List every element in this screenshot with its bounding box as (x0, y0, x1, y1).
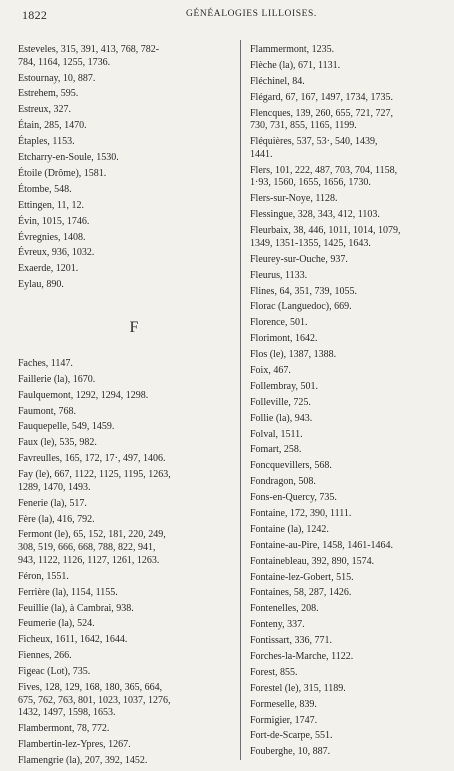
index-entry (250, 730, 454, 743)
index-entry (18, 618, 230, 631)
index-entry-line: Ettingen, 11, 12. (18, 199, 85, 211)
index-entry-line: 1441. (250, 148, 273, 160)
index-entry-line: Estreux, 327. (18, 104, 72, 116)
index-entry-line: Fiennes, 266. (18, 650, 72, 662)
index-entry-line: Fleurey-sur-Ouche, 937. (250, 253, 348, 265)
index-entry (18, 358, 230, 371)
index-entry (250, 165, 454, 190)
index-entry (18, 469, 230, 494)
index-entry (18, 279, 230, 292)
index-entry (18, 232, 230, 245)
left-column (18, 44, 230, 771)
index-entry-line: Feumerie (la), 524. (18, 618, 95, 630)
index-entry (18, 603, 230, 616)
index-entry (18, 406, 230, 419)
index-entry-line: Flos (le), 1387, 1388. (250, 349, 337, 361)
index-entry (250, 460, 454, 473)
index-entry (250, 365, 454, 378)
index-entry (250, 540, 454, 553)
index-entry (250, 444, 454, 457)
index-entry (18, 755, 230, 768)
index-entry-line: 1289, 1470, 1493. (18, 481, 91, 493)
index-entry (18, 437, 230, 450)
index-entry (250, 60, 454, 73)
index-entry (250, 44, 454, 57)
index-entry-line: Forest, 855. (250, 666, 298, 678)
index-entry-line: Fondragon, 508. (250, 476, 316, 488)
index-entry-line: Flines, 64, 351, 739, 1055. (250, 285, 357, 297)
index-entry (18, 88, 230, 101)
index-entry-line: Fontenelles, 208. (250, 603, 319, 615)
index-entry-line: Évin, 1015, 1746. (18, 215, 90, 227)
index-entry-line: Estrehem, 595. (18, 88, 79, 100)
index-entry (250, 397, 454, 410)
index-entry (18, 216, 230, 229)
index-entry-line: 1349, 1351-1355, 1425, 1643. (250, 237, 371, 249)
page-header (0, 8, 454, 24)
index-entry-line: Ficheux, 1611, 1642, 1644. (18, 634, 128, 646)
index-entry-line: Follembray, 501. (250, 380, 318, 392)
index-entry (250, 413, 454, 426)
index-entry-line: Flers, 101, 222, 487, 703, 704, 1158, (250, 164, 398, 176)
index-entry (250, 76, 454, 89)
index-entry (250, 254, 454, 267)
index-entry-line: Fonteny, 337. (250, 619, 305, 631)
index-entry-line: Flers-sur-Noye, 1128. (250, 193, 338, 205)
index-entry-line: Ferrière (la), 1154, 1155. (18, 586, 118, 598)
index-entry (250, 587, 454, 600)
index-entry-line: Faulquemont, 1292, 1294, 1298. (18, 389, 149, 401)
index-entry-line: Flencques, 139, 260, 655, 721, 727, (250, 107, 394, 119)
index-entry-line: 784, 1164, 1255, 1736. (18, 56, 111, 68)
index-entry-line: Étain, 285, 1470. (18, 120, 87, 132)
index-entry (18, 421, 230, 434)
index-entry-line: Évreux, 936, 1032. (18, 247, 95, 259)
index-entry (18, 136, 230, 149)
index-entry (250, 429, 454, 442)
index-entry (18, 587, 230, 600)
index-entry (250, 108, 454, 133)
index-entry-line: Flamengrie (la), 207, 392, 1452. (18, 755, 148, 767)
index-entry-line: Faches, 1147. (18, 357, 73, 369)
index-entry-line: Folval, 1511. (250, 428, 303, 440)
index-entry-line: Flégard, 67, 167, 1497, 1734, 1735. (250, 91, 394, 103)
index-entry-line: 730, 731, 855, 1165, 1199. (250, 120, 357, 132)
index-entry (250, 508, 454, 521)
index-entry-line: Fléquières, 537, 53·, 540, 1439, (250, 136, 378, 148)
index-entry (250, 286, 454, 299)
index-entry (18, 723, 230, 736)
index-entry (18, 666, 230, 679)
index-entry (18, 184, 230, 197)
index-entry-line: Exaerde, 1201. (18, 263, 79, 275)
index-entry (250, 209, 454, 222)
index-entry-line: Fontissart, 336, 771. (250, 635, 332, 647)
index-entry-line: Flessingue, 328, 343, 412, 1103. (250, 209, 380, 221)
index-entry-line: Fleurbaix, 38, 446, 1011, 1014, 1079, (250, 225, 401, 237)
index-entry-line: Follie (la), 943. (250, 412, 313, 424)
index-entry (250, 556, 454, 569)
index-entry (250, 301, 454, 314)
index-entry-line: Foncquevillers, 568. (250, 460, 332, 472)
index-entry-line: Fouberghe, 10, 887. (250, 746, 331, 758)
index-entry-line: Folleville, 725. (250, 396, 311, 408)
index-entry-line: Féron, 1551. (18, 570, 69, 582)
right-column (250, 44, 454, 762)
index-entry-line: Flèche (la), 671, 1131. (250, 59, 341, 71)
index-entry (250, 381, 454, 394)
index-entry-line: Florimont, 1642. (250, 333, 318, 345)
column-divider (240, 40, 241, 760)
index-entry (250, 572, 454, 585)
index-entry-line: Étombe, 548. (18, 183, 72, 195)
index-entry (18, 390, 230, 403)
index-entry (250, 635, 454, 648)
index-entry-line: 943, 1122, 1126, 1127, 1261, 1263. (18, 554, 160, 566)
index-entry (18, 739, 230, 752)
index-entry (250, 92, 454, 105)
index-entry-line: Fomart, 258. (250, 444, 302, 456)
page-number: 1822 (22, 8, 48, 22)
index-entry (250, 683, 454, 696)
index-entry-line: Fenerie (la), 517. (18, 497, 87, 509)
index-entry (18, 263, 230, 276)
index-entry-line: 675, 762, 763, 801, 1023, 1037, 1276, (18, 694, 171, 706)
index-entry-line: Fontaines, 58, 287, 1426. (250, 587, 352, 599)
index-entry-line: Fontaine-au-Pire, 1458, 1461-1464. (250, 539, 394, 551)
index-entry-line: Fontainebleau, 392, 890, 1574. (250, 555, 375, 567)
index-entry (18, 529, 230, 567)
index-entry (18, 104, 230, 117)
index-entry-line: Faumont, 768. (18, 405, 77, 417)
running-title: GÉNÉALOGIES LILLOISES. (186, 9, 317, 19)
index-entry-line: Fermont (le), 65, 152, 181, 220, 249, (18, 529, 166, 541)
index-entry (250, 225, 454, 250)
index-entry-line: Fontaine (la), 1242. (250, 523, 329, 535)
index-entry-line: Foix, 467. (250, 364, 291, 376)
index-entry (18, 152, 230, 165)
index-entry (18, 73, 230, 86)
index-entry (18, 498, 230, 511)
index-entry-line: Forestel (le), 315, 1189. (250, 682, 346, 694)
index-entry (18, 374, 230, 387)
index-entry-line: Faux (le), 535, 982. (18, 437, 97, 449)
index-entry-line: Florac (Languedoc), 669. (250, 301, 352, 313)
index-entry (18, 682, 230, 720)
index-entry-line: Fontaine, 172, 390, 1111. (250, 507, 352, 519)
index-entry (250, 136, 454, 161)
index-entry (250, 193, 454, 206)
index-entry (18, 247, 230, 260)
entries-letter-f (18, 358, 230, 768)
index-entry (250, 270, 454, 283)
index-entry-line: Étaples, 1153. (18, 136, 75, 148)
index-entry-line: Figeac (Lot), 735. (18, 666, 91, 678)
index-entry (250, 524, 454, 537)
index-entry-line: Formeselle, 839. (250, 698, 317, 710)
index-entry-line: Estournay, 10, 887. (18, 72, 96, 84)
index-entry-line: Fives, 128, 129, 168, 180, 365, 664, (18, 682, 163, 694)
index-entry-line: Fons-en-Quercy, 735. (250, 492, 337, 504)
index-entry (250, 667, 454, 680)
index-entry (250, 317, 454, 330)
index-entry-line: Florence, 501. (250, 317, 308, 329)
index-entry-line: Feuillie (la), à Cambrai, 938. (18, 602, 134, 614)
index-entry (250, 746, 454, 759)
index-entry (18, 514, 230, 527)
entries-right (250, 44, 454, 759)
index-entry (250, 349, 454, 362)
index-entry-line: Fontaine-lez-Gobert, 515. (250, 571, 354, 583)
index-entry-line: 308, 519, 666, 668, 788, 822, 941, (18, 542, 156, 554)
index-entry (250, 699, 454, 712)
index-entry (18, 453, 230, 466)
index-entry-line: Fleurus, 1133. (250, 269, 308, 281)
index-entry-line: Formigier, 1747. (250, 714, 318, 726)
index-entry-line: Fort-de-Scarpe, 551. (250, 730, 333, 742)
index-entry-line: Flambermont, 78, 772. (18, 723, 110, 735)
index-entry-line: Fay (le), 667, 1122, 1125, 1195, 1263, (18, 469, 171, 481)
index-entry (250, 492, 454, 505)
index-entry (18, 168, 230, 181)
index-entry-line: Fléchinel, 84. (250, 75, 305, 87)
index-entry-line: 1·93, 1560, 1655, 1656, 1730. (250, 177, 371, 189)
index-entry-line: Évregnies, 1408. (18, 231, 86, 243)
index-entry (250, 476, 454, 489)
index-entry-line: Fauquepelle, 549, 1459. (18, 421, 115, 433)
index-entry (250, 651, 454, 664)
index-entry-line: Faillerie (la), 1670. (18, 373, 96, 385)
index-entry-line: Eylau, 890. (18, 279, 64, 291)
index-entry (18, 200, 230, 213)
index-entry-line: Etcharry-en-Soule, 1530. (18, 152, 119, 164)
index-entry (250, 333, 454, 346)
index-entry (18, 44, 230, 69)
index-entry-line: 1432, 1497, 1598, 1653. (18, 707, 116, 719)
index-entry-line: Esteveles, 315, 391, 413, 768, 782- (18, 44, 160, 55)
index-entry (18, 650, 230, 663)
index-entry-line: Fère (la), 416, 792. (18, 513, 95, 525)
index-entry-line: Flammermont, 1235. (250, 44, 335, 55)
section-letter-f: F (129, 318, 139, 336)
index-entry (250, 619, 454, 632)
index-entry-line: Flambertin-lez-Ypres, 1267. (18, 739, 131, 751)
index-entry (18, 634, 230, 647)
index-entry-line: Forches-la-Marche, 1122. (250, 650, 354, 662)
index-entry-line: Étoile (Drôme), 1581. (18, 167, 107, 179)
index-entry (18, 120, 230, 133)
index-entry (18, 571, 230, 584)
index-entry (250, 603, 454, 616)
entries-letter-e (18, 44, 230, 292)
index-entry (250, 715, 454, 728)
index-entry-line: Favreulles, 165, 172, 17·, 497, 1406. (18, 453, 166, 465)
